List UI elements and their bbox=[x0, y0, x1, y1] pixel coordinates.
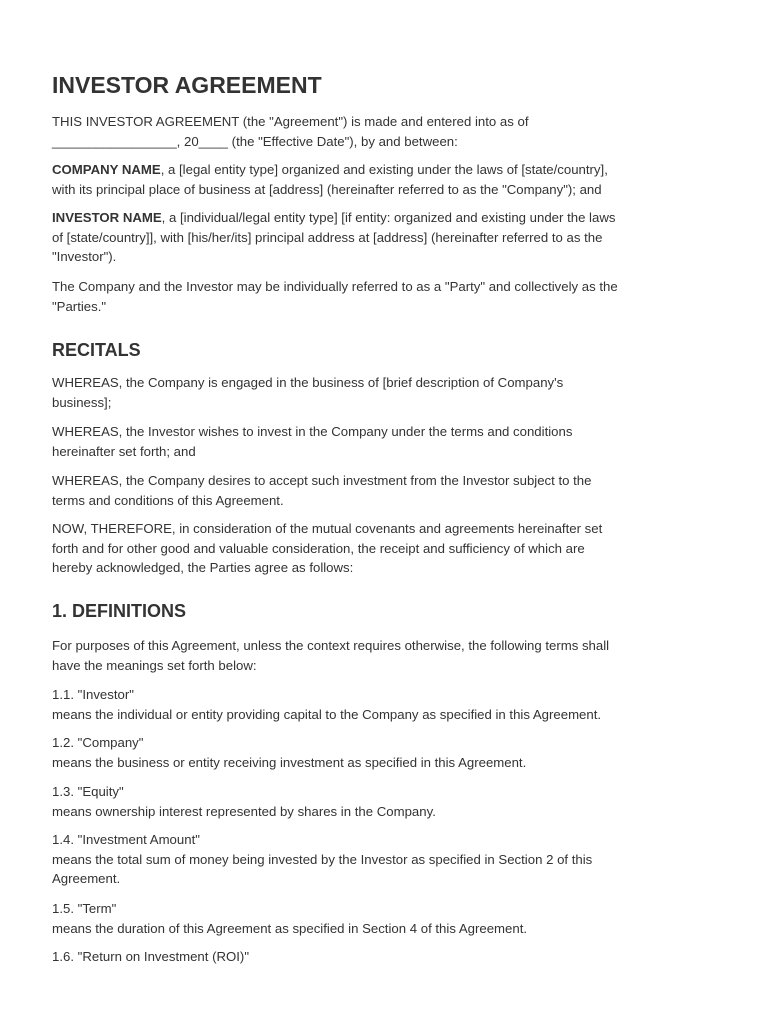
definitions-intro-line: have the meanings set forth below: bbox=[52, 657, 257, 673]
company-party-text: with its principal place of business at [address] (hereinafter referred to as the "Company"); and bbox=[52, 181, 602, 197]
definition-term: 1.2. "Company" bbox=[52, 735, 144, 750]
definition-meaning: means the business or entity receiving investment as specified in this Agreement. bbox=[52, 754, 527, 770]
definition-meaning: means the individual or entity providing capital to the Company as specified in this Agreement. bbox=[52, 706, 602, 722]
parties-note-line: "Parties." bbox=[52, 298, 107, 314]
definition-item bbox=[52, 782, 724, 821]
definition-meaning: means ownership interest represented by shares in the Company. bbox=[52, 803, 436, 819]
definition-item bbox=[52, 685, 724, 724]
recital-line: hereinafter set forth; and bbox=[52, 443, 196, 459]
definition-meaning: means the duration of this Agreement as specified in Section 4 of this Agreement. bbox=[52, 920, 528, 936]
intro-line: THIS INVESTOR AGREEMENT (the "Agreement") is made and entered into as of bbox=[52, 114, 529, 129]
definition-term: 1.5. "Term" bbox=[52, 901, 117, 916]
recital-line: WHEREAS, the Company desires to accept such investment from the Investor subject to the bbox=[52, 473, 592, 488]
parties-note-paragraph bbox=[52, 277, 724, 316]
investor-party-paragraph bbox=[52, 208, 724, 267]
investor-name: INVESTOR NAME bbox=[52, 210, 162, 225]
parties-note-line: The Company and the Investor may be individually referred to as a "Party" and collectively as the bbox=[52, 279, 618, 294]
recital-line: forth and for other good and valuable consideration, the receipt and sufficiency of which are bbox=[52, 540, 585, 556]
investor-party-text: "Investor"). bbox=[52, 249, 117, 264]
intro-paragraph bbox=[52, 112, 724, 151]
document-title: INVESTOR AGREEMENT bbox=[52, 72, 322, 98]
recital-line: hereby acknowledged, the Parties agree as follows: bbox=[52, 560, 354, 575]
definition-item bbox=[52, 899, 724, 938]
recital-line: WHEREAS, the Company is engaged in the business of [brief description of Company's bbox=[52, 375, 564, 390]
company-party-text: , a [legal entity type] organized and existing under the laws of [state/country], bbox=[160, 162, 608, 177]
recital-line: business]; bbox=[52, 394, 112, 410]
definition-item bbox=[52, 830, 724, 889]
company-name: COMPANY NAME bbox=[52, 162, 161, 177]
recital-paragraph bbox=[52, 471, 724, 510]
investor-party-text: , a [individual/legal entity type] [if entity: organized and existing under the laws bbox=[161, 210, 616, 225]
definition-term: 1.6. "Return on Investment (ROI)" bbox=[52, 949, 249, 964]
company-party-paragraph bbox=[52, 160, 724, 199]
now-therefore-paragraph bbox=[52, 519, 724, 578]
definition-term: 1.4. "Investment Amount" bbox=[52, 832, 200, 847]
definition-meaning: Agreement. bbox=[52, 871, 121, 886]
intro-line: _________________, 20____ (the "Effective Date"), by and between: bbox=[52, 133, 458, 149]
recital-paragraph bbox=[52, 373, 724, 412]
definitions-intro-line: For purposes of this Agreement, unless the context requires otherwise, the following terms shall bbox=[52, 638, 610, 653]
definition-item bbox=[52, 947, 724, 967]
definition-item bbox=[52, 733, 724, 772]
recital-line: NOW, THEREFORE, in consideration of the mutual covenants and agreements hereinafter set bbox=[52, 521, 603, 536]
definition-term: 1.1. "Investor" bbox=[52, 687, 134, 702]
definitions-heading: 1. DEFINITIONS bbox=[52, 601, 187, 621]
recital-line: WHEREAS, the Investor wishes to invest in the Company under the terms and conditions bbox=[52, 424, 573, 439]
recitals-heading: RECITALS bbox=[52, 340, 141, 360]
definition-meaning: means the total sum of money being invested by the Investor as specified in Section 2 of this bbox=[52, 851, 593, 867]
recital-paragraph bbox=[52, 422, 724, 461]
investor-party-text: of [state/country]], with [his/her/its] principal address at [address] (hereinafter referred to as the bbox=[52, 229, 603, 245]
definitions-intro-paragraph bbox=[52, 636, 724, 675]
definition-term: 1.3. "Equity" bbox=[52, 784, 124, 799]
recital-line: terms and conditions of this Agreement. bbox=[52, 492, 284, 508]
